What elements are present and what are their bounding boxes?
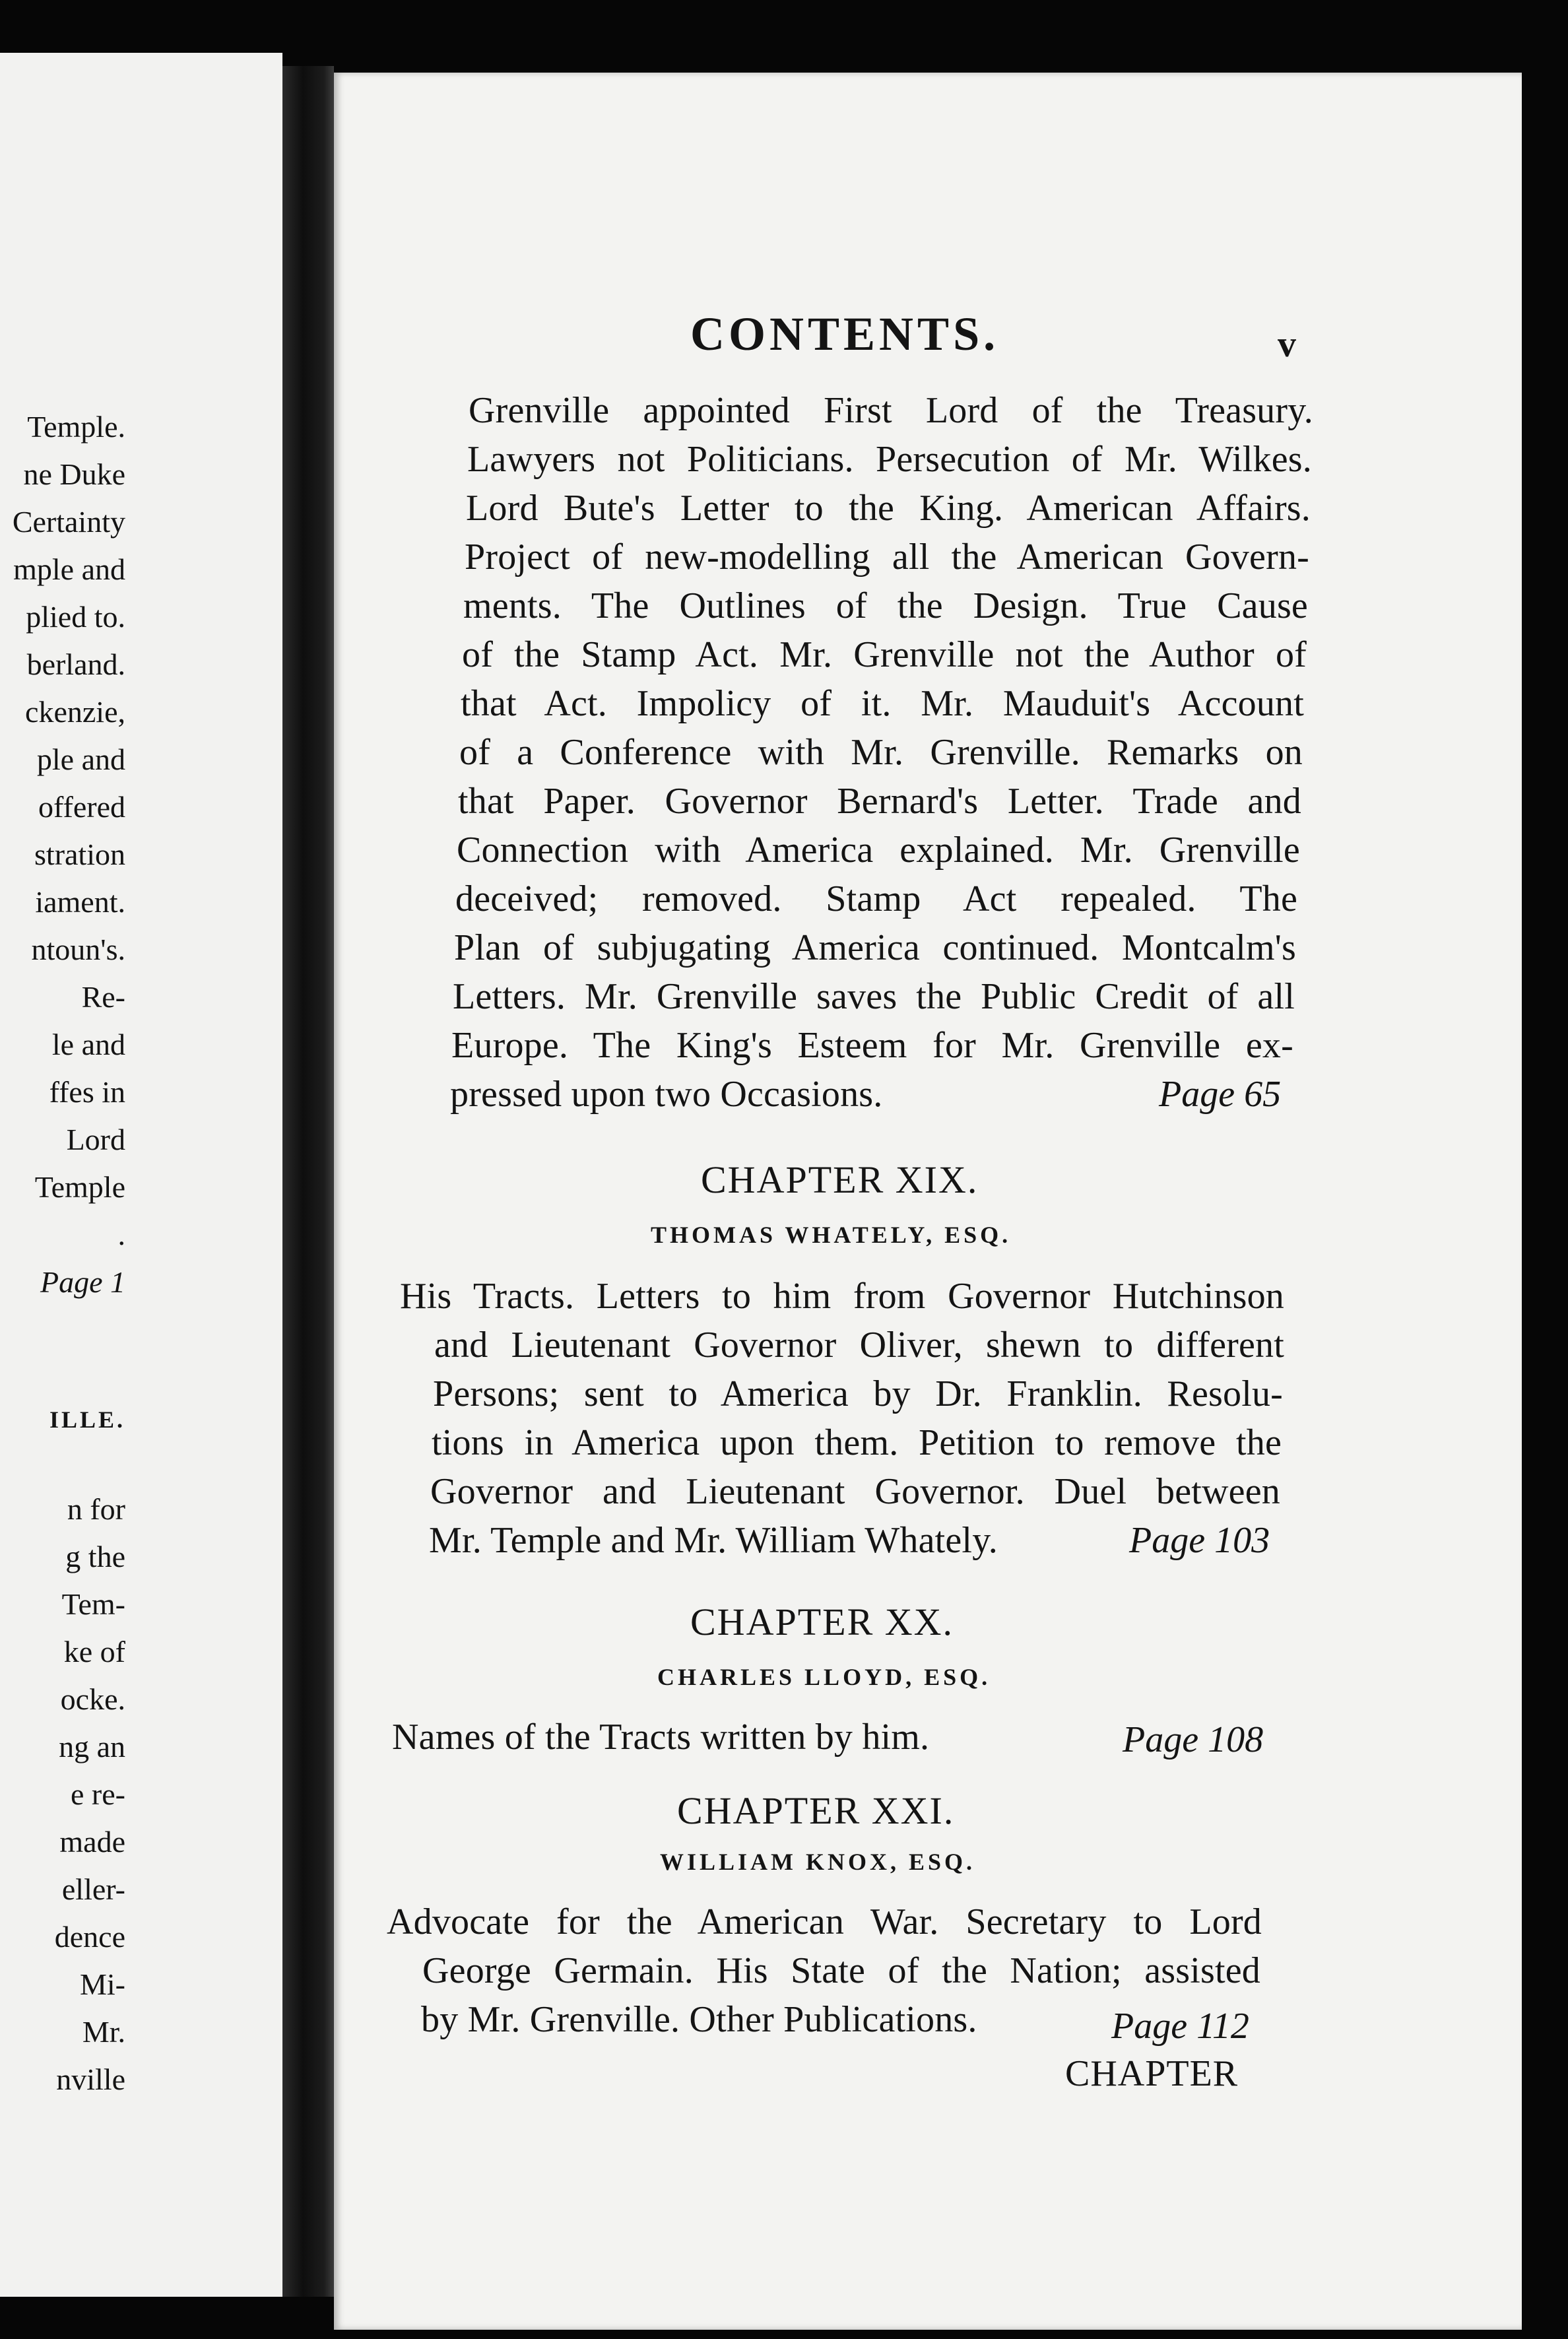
entry-line: deceived; removed. Stamp Act repealed. The: [455, 878, 1297, 919]
entry-line: tions in America upon them. Petition to remove the: [432, 1422, 1282, 1463]
left-page-line: Temple.: [27, 410, 125, 444]
entry-line: ments. The Outlines of the Design. True Cause: [463, 585, 1308, 626]
left-page-line: ng an: [59, 1730, 125, 1763]
entry-line: Mr. Temple and Mr. William Whately.: [429, 1520, 998, 1561]
entry-line: Europe. The King's Esteem for Mr. Grenville ex-: [451, 1025, 1293, 1066]
entry-line: His Tracts. Letters to him from Governor Hutchinson: [400, 1276, 1284, 1317]
left-page-fragment: [0, 53, 282, 2297]
entry-line: George Germain. His State of the Nation; assisted: [422, 1950, 1260, 1991]
left-page-line: e re-: [71, 1777, 125, 1811]
left-page-line: Temple: [34, 1170, 125, 1204]
left-page-line: ffes in: [49, 1075, 125, 1109]
left-page-line: Tem-: [61, 1587, 125, 1621]
entry-line: Plan of subjugating America continued. Montcalm's: [454, 927, 1296, 968]
left-page-line: .: [117, 1218, 125, 1251]
left-page-line: iament.: [35, 885, 125, 919]
page-reference: Page 103: [1129, 1520, 1270, 1561]
chapter-subject: WILLIAM KNOX, ESQ.: [660, 1849, 976, 1875]
entry-line: Connection with America explained. Mr. Grenville: [457, 830, 1300, 871]
left-page-line: Re-: [81, 980, 125, 1014]
entry-line: that Paper. Governor Bernard's Letter. Trade and: [458, 781, 1301, 822]
page-reference: Page 112: [1111, 2006, 1249, 2047]
left-page-line: stration: [34, 838, 125, 871]
entry-line: Governor and Lieutenant Governor. Duel between: [430, 1471, 1280, 1512]
entry-line: pressed upon two Occasions.: [450, 1074, 883, 1115]
entry-line: Persons; sent to America by Dr. Franklin. Resolu-: [433, 1373, 1283, 1414]
left-page-line: made: [59, 1825, 125, 1859]
chapter-heading: CHAPTER XIX.: [701, 1158, 979, 1201]
book-gutter: [282, 66, 334, 2297]
left-page-line: ple and: [36, 742, 125, 776]
left-page-line: berland.: [26, 647, 125, 681]
chapter-subject: CHARLES LLOYD, ESQ.: [657, 1664, 991, 1690]
left-page-line: nville: [56, 2062, 125, 2096]
left-page-line: ntoun's.: [31, 933, 125, 966]
left-page-line: ILLE.: [49, 1406, 125, 1433]
page-title: CONTENTS.: [690, 308, 1000, 360]
chapter-heading: CHAPTER XXI.: [677, 1789, 955, 1832]
entry-line: Project of new-modelling all the American Govern-: [465, 537, 1309, 577]
entry-line: that Act. Impolicy of it. Mr. Mauduit's Account: [461, 683, 1304, 724]
left-page-line: Mi-: [80, 1967, 125, 2001]
page-reference: Page 108: [1123, 1719, 1264, 1760]
left-page-line: n for: [67, 1492, 125, 1526]
left-page-line: Lord: [66, 1123, 125, 1156]
left-page-line: Page 1: [40, 1265, 125, 1299]
entry-line: Advocate for the American War. Secretary to Lord: [387, 1901, 1262, 1942]
entry-line: by Mr. Grenville. Other Publications.: [421, 1999, 977, 2040]
page-number: v: [1278, 324, 1296, 365]
left-page-line: g the: [65, 1540, 125, 1573]
left-page-line: Mr.: [82, 2015, 125, 2049]
left-page-line: Certainty: [12, 505, 125, 539]
entry-line: Lord Bute's Letter to the King. American Affairs.: [466, 488, 1311, 529]
entry-line: Lawyers not Politicians. Persecution of Mr. Wilkes.: [467, 439, 1312, 480]
left-page-line: ckenzie,: [25, 695, 125, 729]
left-page-line: dence: [54, 1920, 125, 1954]
chapter-subject: THOMAS WHATELY, ESQ.: [651, 1222, 1012, 1248]
chapter-heading: CHAPTER XX.: [690, 1600, 954, 1643]
left-page-line: ne Duke: [23, 457, 125, 491]
left-page-line: offered: [38, 790, 125, 824]
right-page: [334, 73, 1522, 2330]
entry-line: Grenville appointed First Lord of the Treasury.: [469, 390, 1313, 431]
entry-line: of a Conference with Mr. Grenville. Remarks on: [459, 732, 1303, 773]
catchword: CHAPTER: [1065, 2053, 1239, 2094]
left-page-line: ke of: [63, 1635, 125, 1668]
left-page-line: ocke.: [60, 1682, 125, 1716]
entry-line: Names of the Tracts written by him.: [392, 1717, 930, 1758]
left-page-line: eller-: [61, 1872, 125, 1906]
left-page-line: le and: [51, 1028, 125, 1061]
left-page-line: plied to.: [26, 600, 125, 634]
entry-line: Letters. Mr. Grenville saves the Public Credit of all: [453, 976, 1295, 1017]
entry-line: and Lieutenant Governor Oliver, shewn to different: [434, 1325, 1284, 1366]
left-page-line: mple and: [13, 552, 125, 586]
page-reference: Page 65: [1159, 1074, 1282, 1115]
entry-line: of the Stamp Act. Mr. Grenville not the Author of: [462, 634, 1307, 675]
